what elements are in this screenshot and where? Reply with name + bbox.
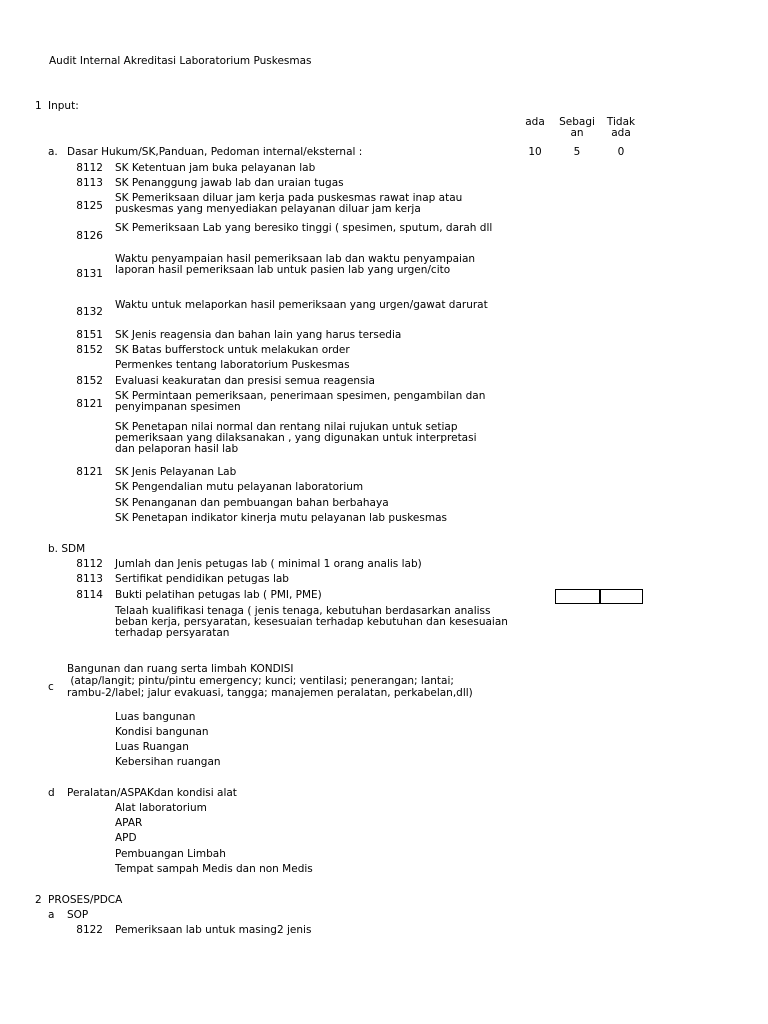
item-text: SK Penetapan indikator kinerja mutu pelayanan lab puskesmas bbox=[115, 512, 447, 524]
item-code: 8121 bbox=[76, 398, 103, 410]
item-code: 8131 bbox=[76, 268, 103, 280]
item-text: SK Penanggung jawab lab dan uraian tugas bbox=[115, 177, 344, 189]
list-item: Alat laboratorium bbox=[115, 802, 207, 814]
list-item: APAR bbox=[115, 817, 143, 829]
item-text: SK Permintaan pemeriksaan, penerimaan spesimen, pengambilan dan penyimpanan spesimen bbox=[115, 390, 486, 414]
list-item: Pembuangan Limbah bbox=[115, 848, 226, 860]
item-code: 8152 bbox=[76, 344, 103, 356]
section-c-line2: (atap/langit; pintu/pintu emergency; kunci; ventilasi; penerangan; lantai; bbox=[67, 675, 454, 687]
section-c-line3: rambu-2/label; jalur evakuasi, tangga; manajemen peralatan, perkabelan,dll) bbox=[67, 687, 473, 699]
section-2-number: 2 bbox=[35, 894, 42, 906]
item-code: 8151 bbox=[76, 329, 103, 341]
section-c-letter: c bbox=[48, 681, 54, 693]
item-text: Jumlah dan Jenis petugas lab ( minimal 1 orang analis lab) bbox=[115, 558, 422, 570]
item-code: 8121 bbox=[76, 466, 103, 478]
list-item: Kondisi bangunan bbox=[115, 726, 209, 738]
score-ada: 10 bbox=[528, 146, 542, 158]
section-1-label: Input: bbox=[48, 100, 79, 112]
header-tidak-2: ada bbox=[611, 127, 631, 139]
section-2a-label: SOP bbox=[67, 909, 89, 921]
item-text: SK Penetapan nilai normal dan rentang nilai rujukan untuk setiap pemeriksaan yang dilaksanakan , yang digunakan untuk interpretasi dan pelaporan hasil lab bbox=[115, 421, 477, 456]
header-tidak-1: Tidak bbox=[606, 116, 636, 128]
item-text: SK Ketentuan jam buka pelayanan lab bbox=[115, 162, 316, 174]
header-sebagian-2: an bbox=[570, 127, 584, 139]
item-code: 8126 bbox=[76, 230, 103, 242]
section-1-number: 1 bbox=[35, 100, 42, 112]
item-code: 8125 bbox=[76, 200, 103, 212]
item-text: Bukti pelatihan petugas lab ( PMI, PME) bbox=[115, 589, 322, 601]
list-item: Luas bangunan bbox=[115, 711, 196, 723]
item-text: Pemeriksaan lab untuk masing2 jenis bbox=[115, 924, 312, 936]
document-title: Audit Internal Akreditasi Laboratorium Puskesmas bbox=[49, 55, 312, 67]
item-code: 8114 bbox=[76, 589, 103, 601]
list-item: Kebersihan ruangan bbox=[115, 756, 221, 768]
item-text: Waktu penyampaian hasil pemeriksaan lab dan waktu penyampaian laporan hasil pemeriksaan lab untuk pasien lab yang urgen/cito bbox=[115, 253, 476, 277]
section-b-label: b. SDM bbox=[48, 543, 86, 555]
item-text: SK Batas bufferstock untuk melakukan order bbox=[115, 344, 350, 356]
item-text: SK Pengendalian mutu pelayanan laboratorium bbox=[115, 481, 364, 493]
item-code: 8113 bbox=[76, 177, 103, 189]
item-code: 8122 bbox=[76, 924, 103, 936]
item-code: 8112 bbox=[76, 558, 103, 570]
item-code: 8112 bbox=[76, 162, 103, 174]
item-text: SK Pemeriksaan Lab yang beresiko tinggi ( spesimen, sputum, darah dll bbox=[115, 222, 493, 234]
section-2a-letter: a bbox=[48, 909, 55, 921]
list-item: APD bbox=[115, 832, 137, 844]
item-text: Waktu untuk melaporkan hasil pemeriksaan yang urgen/gawat darurat bbox=[115, 299, 488, 311]
score-cell-tidak bbox=[599, 589, 643, 604]
item-text: Evaluasi keakuratan dan presisi semua reagensia bbox=[115, 375, 375, 387]
score-tidak: 0 bbox=[617, 146, 625, 158]
section-a-label: Dasar Hukum/SK,Panduan, Pedoman internal/eksternal : bbox=[67, 146, 363, 158]
section-d-label: Peralatan/ASPAKdan kondisi alat bbox=[67, 787, 237, 799]
score-sebagian: 5 bbox=[573, 146, 581, 158]
item-text: SK Jenis Pelayanan Lab bbox=[115, 466, 237, 478]
section-a-letter: a. bbox=[48, 146, 58, 158]
item-code: 8152 bbox=[76, 375, 103, 387]
item-text: SK Pemeriksaan diluar jam kerja pada puskesmas rawat inap atau puskesmas yang menyediakan pelayanan diluar jam kerja bbox=[115, 192, 463, 216]
item-text: Telaah kualifikasi tenaga ( jenis tenaga, kebutuhan berdasarkan analiss beban kerja, persyaratan, kesesuaian terhadap kebutuhan dan kesesuaian terhadap persyaratan bbox=[115, 605, 508, 640]
score-cell-sebagian bbox=[555, 589, 601, 604]
header-ada: ada bbox=[525, 116, 545, 128]
item-text: Sertifikat pendidikan petugas lab bbox=[115, 573, 289, 585]
item-text: SK Penanganan dan pembuangan bahan berbahaya bbox=[115, 497, 389, 509]
item-code: 8113 bbox=[76, 573, 103, 585]
section-c-line1: Bangunan dan ruang serta limbah KONDISI bbox=[67, 663, 294, 675]
list-item: Luas Ruangan bbox=[115, 741, 189, 753]
item-text: Permenkes tentang laboratorium Puskesmas bbox=[115, 359, 350, 371]
section-d-letter: d bbox=[48, 787, 55, 799]
item-text: SK Jenis reagensia dan bahan lain yang harus tersedia bbox=[115, 329, 402, 341]
header-sebagian-1: Sebagi bbox=[559, 116, 595, 128]
section-2-label: PROSES/PDCA bbox=[48, 894, 123, 906]
item-code: 8132 bbox=[76, 306, 103, 318]
list-item: Tempat sampah Medis dan non Medis bbox=[115, 863, 313, 875]
